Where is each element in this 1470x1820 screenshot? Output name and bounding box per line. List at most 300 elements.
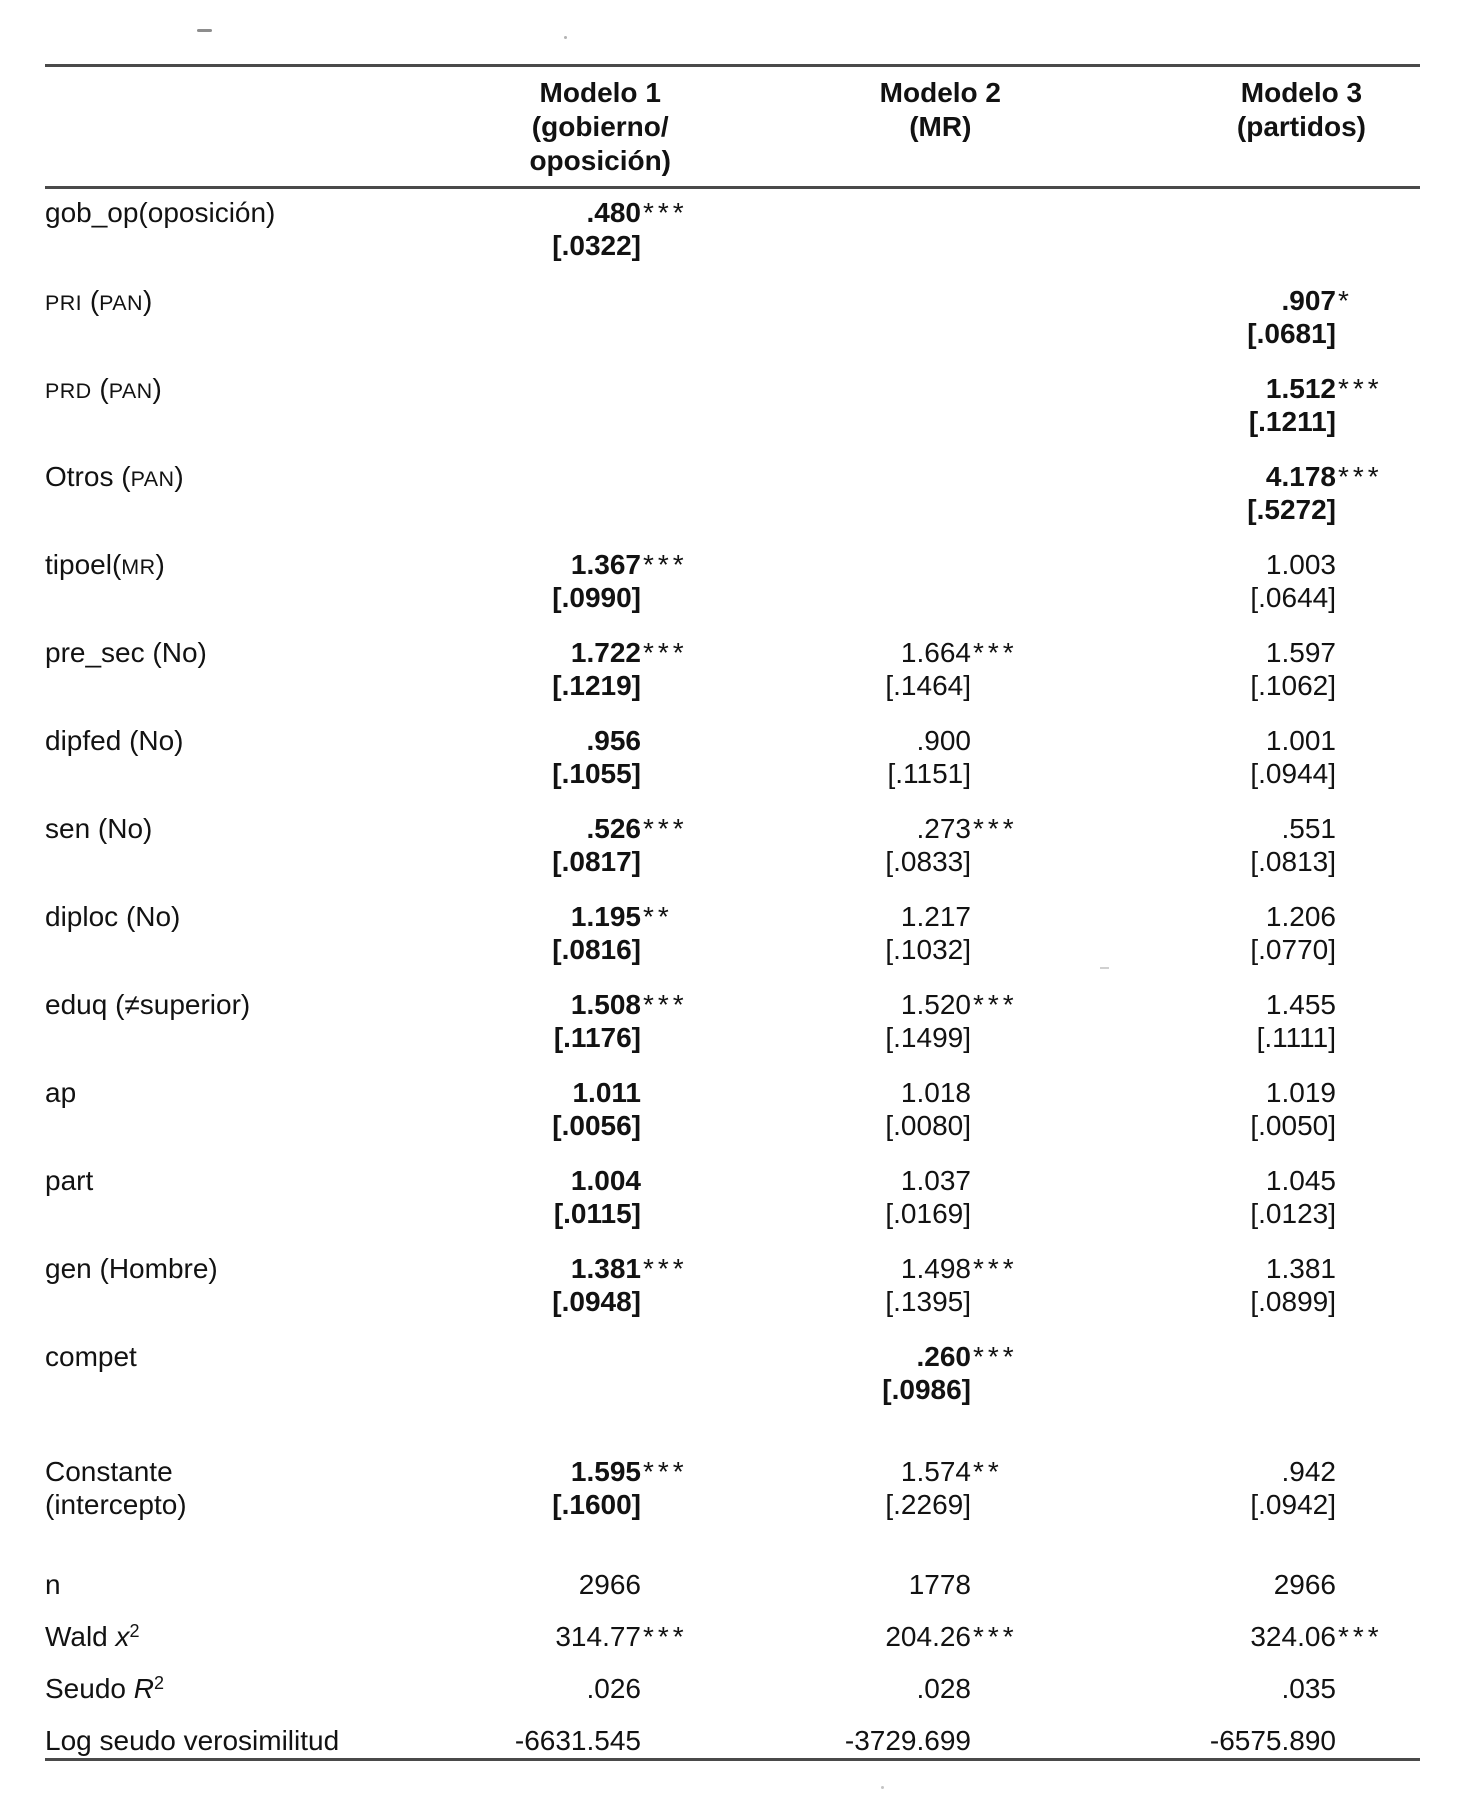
row-label-segment: gen (Hombre) [45, 1253, 218, 1284]
stars-spacer [1336, 317, 1390, 350]
column-header-modelo-2 [695, 76, 1025, 178]
row-label-line [45, 636, 482, 669]
table-row-prd_pan [45, 372, 1390, 438]
table-body [45, 196, 1390, 1757]
value-line [1025, 636, 1390, 669]
value-line [1025, 405, 1390, 438]
value-line [1025, 988, 1390, 1021]
significance-stars [1336, 636, 1390, 669]
model-value-cell [695, 1620, 1025, 1653]
value-line [490, 581, 695, 614]
model-value-cell [490, 372, 695, 438]
model-value-cell [695, 1076, 1025, 1142]
value-line [490, 196, 695, 229]
row-label [45, 1252, 490, 1318]
coefficient-value: 1.004 [570, 1165, 641, 1196]
row-label-segment: PAN [99, 291, 143, 315]
table-row-log_verosimilitud [45, 1724, 1390, 1757]
stars-spacer [1336, 581, 1390, 614]
row-label-line [45, 1455, 482, 1488]
model-value-cell [1025, 636, 1390, 702]
row-label-segment: pre_sec (No) [45, 637, 207, 668]
model-value-cell [490, 1340, 695, 1406]
standard-error-value: [.1499] [885, 1022, 971, 1053]
row-label [45, 1076, 490, 1142]
coefficient-value: -3729.699 [844, 1725, 971, 1756]
row-label [45, 460, 490, 526]
row-label-line [45, 1488, 482, 1521]
significance-stars: *** [973, 637, 1018, 668]
standard-error-value: [.2269] [885, 1489, 971, 1520]
value-line [1025, 1109, 1390, 1142]
stars-spacer [641, 581, 695, 614]
table-row-diploc [45, 900, 1390, 966]
significance-stars: *** [643, 1456, 688, 1487]
significance-stars: *** [643, 1621, 688, 1652]
table-row-otros_pan [45, 460, 1390, 526]
stars-spacer [971, 845, 1025, 878]
value-line [1025, 812, 1390, 845]
value-line [1025, 757, 1390, 790]
row-label-line [45, 284, 482, 320]
stars-spacer [641, 845, 695, 878]
significance-stars [1336, 1252, 1390, 1285]
row-label-segment: ) [142, 285, 153, 316]
coefficient-value: 4.178 [1265, 461, 1336, 492]
coefficient-value: 1.381 [570, 1253, 641, 1284]
value-line [1025, 933, 1390, 966]
stars-spacer [1336, 1197, 1390, 1230]
significance-stars [971, 724, 1025, 757]
significance-stars [1336, 1164, 1390, 1197]
coefficient-value: 1.037 [900, 1165, 971, 1196]
value-line [1025, 317, 1390, 350]
value-line [1025, 493, 1390, 526]
coefficient-value: 1.206 [1265, 901, 1336, 932]
standard-error-value: [.1055] [552, 758, 641, 789]
value-line [1025, 845, 1390, 878]
standard-error-value: [.5272] [1247, 494, 1336, 525]
value-line [695, 1724, 1025, 1757]
value-line [1025, 1672, 1390, 1705]
row-label-segment: R [133, 1673, 154, 1704]
row-label [45, 636, 490, 702]
value-line [1025, 669, 1390, 702]
value-line [695, 933, 1025, 966]
table-row-gen [45, 1252, 1390, 1318]
row-label-segment: (intercepto) [45, 1489, 187, 1520]
model-value-cell [490, 812, 695, 878]
stars-spacer [971, 1197, 1025, 1230]
coefficient-value: 1.018 [900, 1077, 971, 1108]
row-label [45, 548, 490, 614]
coefficient-value: 1.595 [570, 1456, 641, 1487]
column-header-line: oposición) [529, 145, 671, 176]
row-label [45, 372, 490, 438]
standard-error-value: [.0681] [1247, 318, 1336, 349]
significance-stars: ** [973, 1456, 1003, 1487]
row-label-segment: PAN [108, 379, 153, 403]
row-label [45, 1164, 490, 1230]
standard-error-value: [.0899] [1250, 1286, 1336, 1317]
model-value-cell [695, 1724, 1025, 1757]
model-value-cell [490, 636, 695, 702]
table-row-n [45, 1568, 1390, 1601]
standard-error-value: [.0816] [552, 934, 641, 965]
value-line [490, 1197, 695, 1230]
model-value-cell [490, 1620, 695, 1653]
row-label [45, 1455, 490, 1521]
standard-error-value: [.0948] [552, 1286, 641, 1317]
table-row-pri_pan [45, 284, 1390, 350]
model-value-cell [695, 1672, 1025, 1705]
value-line [490, 757, 695, 790]
stars-spacer [1336, 669, 1390, 702]
value-line [490, 1568, 695, 1601]
value-line [1025, 1455, 1390, 1488]
table-row-seudo_r2 [45, 1672, 1390, 1705]
row-label [45, 284, 490, 350]
value-line [695, 1373, 1025, 1406]
value-line [1025, 1724, 1390, 1757]
coefficient-value: 1.001 [1265, 725, 1336, 756]
column-header-line: (gobierno/ [531, 111, 669, 142]
coefficient-value: 324.06 [1250, 1621, 1336, 1652]
standard-error-value: [.0990] [552, 582, 641, 613]
header-spacer-cell [45, 76, 490, 178]
column-header-line: Modelo 2 [879, 77, 1001, 108]
value-line [695, 1488, 1025, 1521]
standard-error-value: [.1395] [885, 1286, 971, 1317]
model-value-cell [1025, 372, 1390, 438]
coefficient-value: -6631.545 [514, 1725, 641, 1756]
table-row-pre_sec [45, 636, 1390, 702]
table-row-part [45, 1164, 1390, 1230]
value-line [695, 1620, 1025, 1653]
table-row-sen [45, 812, 1390, 878]
row-label-segment: ap [45, 1077, 77, 1108]
value-line [490, 548, 695, 581]
model-value-cell [695, 812, 1025, 878]
row-label-segment: Log seudo verosimilitud [45, 1725, 340, 1756]
row-label-line [45, 812, 482, 845]
row-label-line [45, 372, 482, 408]
row-label-segment: ) [152, 373, 162, 404]
value-line [695, 669, 1025, 702]
stars-spacer [1336, 405, 1390, 438]
standard-error-value: [.0833] [885, 846, 971, 877]
significance-stars [641, 1076, 695, 1109]
model-value-cell [1025, 812, 1390, 878]
coefficient-value: .028 [916, 1673, 971, 1704]
significance-stars: *** [1338, 1621, 1383, 1652]
standard-error-value: [.1111] [1256, 1022, 1336, 1053]
coefficient-value: .260 [916, 1341, 971, 1372]
coefficient-value: 1.664 [900, 637, 971, 668]
value-line [490, 1164, 695, 1197]
significance-stars [971, 1724, 1025, 1757]
model-value-cell [1025, 1672, 1390, 1705]
standard-error-value: [.0050] [1250, 1110, 1336, 1141]
standard-error-value: [.0115] [553, 1198, 641, 1229]
model-value-cell [490, 1164, 695, 1230]
value-line [1025, 1021, 1390, 1054]
row-label-line [45, 1724, 482, 1757]
standard-error-value: [.0944] [1250, 758, 1336, 789]
coefficient-value: .273 [916, 813, 971, 844]
row-label-segment: PRD [45, 379, 92, 403]
coefficient-value: 1778 [908, 1569, 971, 1600]
standard-error-value: [.1600] [552, 1489, 641, 1520]
row-label [45, 900, 490, 966]
coefficient-value: 1.498 [900, 1253, 971, 1284]
coefficient-value: .035 [1281, 1673, 1336, 1704]
model-value-cell [1025, 1076, 1390, 1142]
scan-speck [197, 29, 212, 32]
scan-speck [881, 1786, 884, 1789]
table-header-row [45, 76, 1390, 178]
model-value-cell [1025, 1164, 1390, 1230]
row-label-line [45, 460, 482, 496]
row-label-line [45, 1568, 482, 1601]
coefficient-value: .480 [586, 197, 641, 228]
coefficient-value: 1.217 [900, 901, 971, 932]
significance-stars [1336, 724, 1390, 757]
stars-spacer [971, 933, 1025, 966]
row-label [45, 196, 490, 262]
row-label-segment: Otros ( [45, 461, 131, 492]
value-line [490, 1021, 695, 1054]
stars-spacer [1336, 1488, 1390, 1521]
row-label-line [45, 1076, 482, 1109]
table-row-compet [45, 1340, 1390, 1406]
row-label-segment: ) [155, 549, 165, 580]
value-line [695, 1109, 1025, 1142]
standard-error-value: [.1032] [885, 934, 971, 965]
value-line [1025, 1568, 1390, 1601]
value-line [1025, 548, 1390, 581]
model-value-cell [695, 988, 1025, 1054]
value-line [1025, 1285, 1390, 1318]
model-value-cell [695, 284, 1025, 350]
row-label [45, 1620, 490, 1653]
value-line [490, 724, 695, 757]
row-label-line [45, 1620, 482, 1653]
model-value-cell [695, 900, 1025, 966]
model-value-cell [490, 900, 695, 966]
value-line [695, 1164, 1025, 1197]
value-line [490, 1488, 695, 1521]
row-label-segment: PRI [45, 291, 83, 315]
model-value-cell [695, 372, 1025, 438]
model-value-cell [1025, 548, 1390, 614]
model-value-cell [490, 196, 695, 262]
significance-stars: * [1338, 285, 1353, 316]
stars-spacer [1336, 845, 1390, 878]
column-header-line: Modelo 1 [539, 77, 661, 108]
significance-stars [1336, 1568, 1390, 1601]
model-value-cell [695, 1340, 1025, 1406]
table-row-wald_chi2 [45, 1620, 1390, 1653]
standard-error-value: [.0169] [885, 1198, 971, 1229]
significance-stars: *** [973, 1341, 1018, 1372]
row-label-segment: ( [82, 285, 100, 316]
significance-stars [641, 1164, 695, 1197]
model-value-cell [490, 1568, 695, 1601]
row-label-line [45, 1252, 482, 1285]
coefficient-value: 1.597 [1265, 637, 1336, 668]
value-line [695, 900, 1025, 933]
row-label-segment: MR [121, 555, 156, 579]
row-label-segment: Wald [45, 1621, 116, 1652]
stars-spacer [1336, 1021, 1390, 1054]
value-line [695, 1340, 1025, 1373]
value-line [695, 1197, 1025, 1230]
coefficient-value: 1.367 [570, 549, 641, 580]
significance-stars: *** [643, 197, 688, 228]
column-header-modelo-1 [490, 76, 695, 178]
value-line [695, 1285, 1025, 1318]
value-line [1025, 581, 1390, 614]
row-label-segment: 2 [129, 1621, 140, 1641]
table-header-rule [45, 186, 1420, 189]
value-line [695, 988, 1025, 1021]
row-label-segment: ) [174, 461, 184, 492]
row-label-segment: gob_op(oposición) [45, 197, 276, 228]
value-line [490, 988, 695, 1021]
significance-stars: *** [1338, 461, 1383, 492]
row-label [45, 988, 490, 1054]
standard-error-value: [.1211] [1248, 406, 1336, 437]
significance-stars: *** [973, 813, 1018, 844]
coefficient-value: 1.512 [1265, 373, 1336, 404]
significance-stars: *** [643, 549, 688, 580]
significance-stars [971, 1672, 1025, 1705]
coefficient-value: .956 [586, 725, 641, 756]
model-value-cell [490, 1724, 695, 1757]
row-label-segment: compet [45, 1341, 137, 1372]
row-label-segment: sen (No) [45, 813, 153, 844]
value-line [490, 1109, 695, 1142]
table-row-tipoel [45, 548, 1390, 614]
model-value-cell [1025, 284, 1390, 350]
standard-error-value: [.0123] [1250, 1198, 1336, 1229]
stars-spacer [971, 757, 1025, 790]
significance-stars [1336, 1076, 1390, 1109]
value-line [1025, 372, 1390, 405]
significance-stars [641, 1724, 695, 1757]
standard-error-value: [.0644] [1250, 582, 1336, 613]
value-line [1025, 1076, 1390, 1109]
coefficient-value: 204.26 [885, 1621, 971, 1652]
table-row-dipfed [45, 724, 1390, 790]
coefficient-value: 1.381 [1265, 1253, 1336, 1284]
value-line [1025, 1620, 1390, 1653]
row-label-segment: n [45, 1569, 61, 1600]
value-line [1025, 460, 1390, 493]
stars-spacer [641, 933, 695, 966]
value-line [695, 724, 1025, 757]
table-row-gob_op [45, 196, 1390, 262]
stars-spacer [641, 1488, 695, 1521]
stars-spacer [971, 1488, 1025, 1521]
row-label [45, 812, 490, 878]
standard-error-value: [.0986] [882, 1374, 971, 1405]
row-label [45, 724, 490, 790]
table-bottom-rule [45, 1758, 1420, 1761]
row-label-segment: diploc (No) [45, 901, 181, 932]
stars-spacer [1336, 933, 1390, 966]
scan-speck [564, 36, 567, 39]
significance-stars [1336, 548, 1390, 581]
model-value-cell [490, 988, 695, 1054]
row-label-segment: 2 [153, 1673, 164, 1693]
coefficient-value: .942 [1281, 1456, 1336, 1487]
model-value-cell [695, 1568, 1025, 1601]
value-line [490, 1724, 695, 1757]
row-label-line [45, 1164, 482, 1197]
value-line [490, 669, 695, 702]
coefficient-value: 1.520 [900, 989, 971, 1020]
coefficient-value: 1.003 [1265, 549, 1336, 580]
column-header-line: Modelo 3 [1240, 77, 1363, 108]
standard-error-value: [.1464] [885, 670, 971, 701]
model-value-cell [490, 548, 695, 614]
coefficient-value: .526 [586, 813, 641, 844]
column-header-text [529, 76, 671, 178]
model-value-cell [695, 1252, 1025, 1318]
value-line [1025, 724, 1390, 757]
value-line [1025, 1252, 1390, 1285]
significance-stars [641, 1672, 695, 1705]
column-header-line: (partidos) [1236, 111, 1366, 142]
standard-error-value: [.0813] [1250, 846, 1336, 877]
coefficient-value: 1.508 [570, 989, 641, 1020]
column-header-text [880, 76, 1001, 178]
significance-stars: *** [1338, 373, 1383, 404]
value-line [490, 900, 695, 933]
coefficient-value: 1.045 [1265, 1165, 1336, 1196]
coefficient-value: 314.77 [555, 1621, 641, 1652]
stars-spacer [971, 1285, 1025, 1318]
standard-error-value: [.1219] [552, 670, 641, 701]
value-line [1025, 284, 1390, 317]
coefficient-value: .026 [586, 1673, 641, 1704]
row-label-line [45, 1340, 482, 1373]
row-label-segment: tipoel( [45, 549, 122, 580]
coefficient-value: 2966 [578, 1569, 641, 1600]
value-line [490, 933, 695, 966]
significance-stars [641, 1568, 695, 1601]
coefficient-value: .900 [916, 725, 971, 756]
value-line [490, 229, 695, 262]
significance-stars: ** [643, 901, 673, 932]
row-label-segment: ( [91, 373, 109, 404]
row-label [45, 1672, 490, 1705]
row-label-line [45, 988, 482, 1021]
value-line [490, 1076, 695, 1109]
value-line [695, 812, 1025, 845]
value-line [695, 1252, 1025, 1285]
significance-stars: *** [643, 989, 688, 1020]
significance-stars: *** [643, 1253, 688, 1284]
row-label-line [45, 548, 482, 584]
standard-error-value: [.0080] [885, 1110, 971, 1141]
model-value-cell [695, 460, 1025, 526]
coefficient-value: .907 [1281, 285, 1336, 316]
model-value-cell [1025, 1340, 1390, 1406]
coefficient-value: 1.455 [1265, 989, 1336, 1020]
